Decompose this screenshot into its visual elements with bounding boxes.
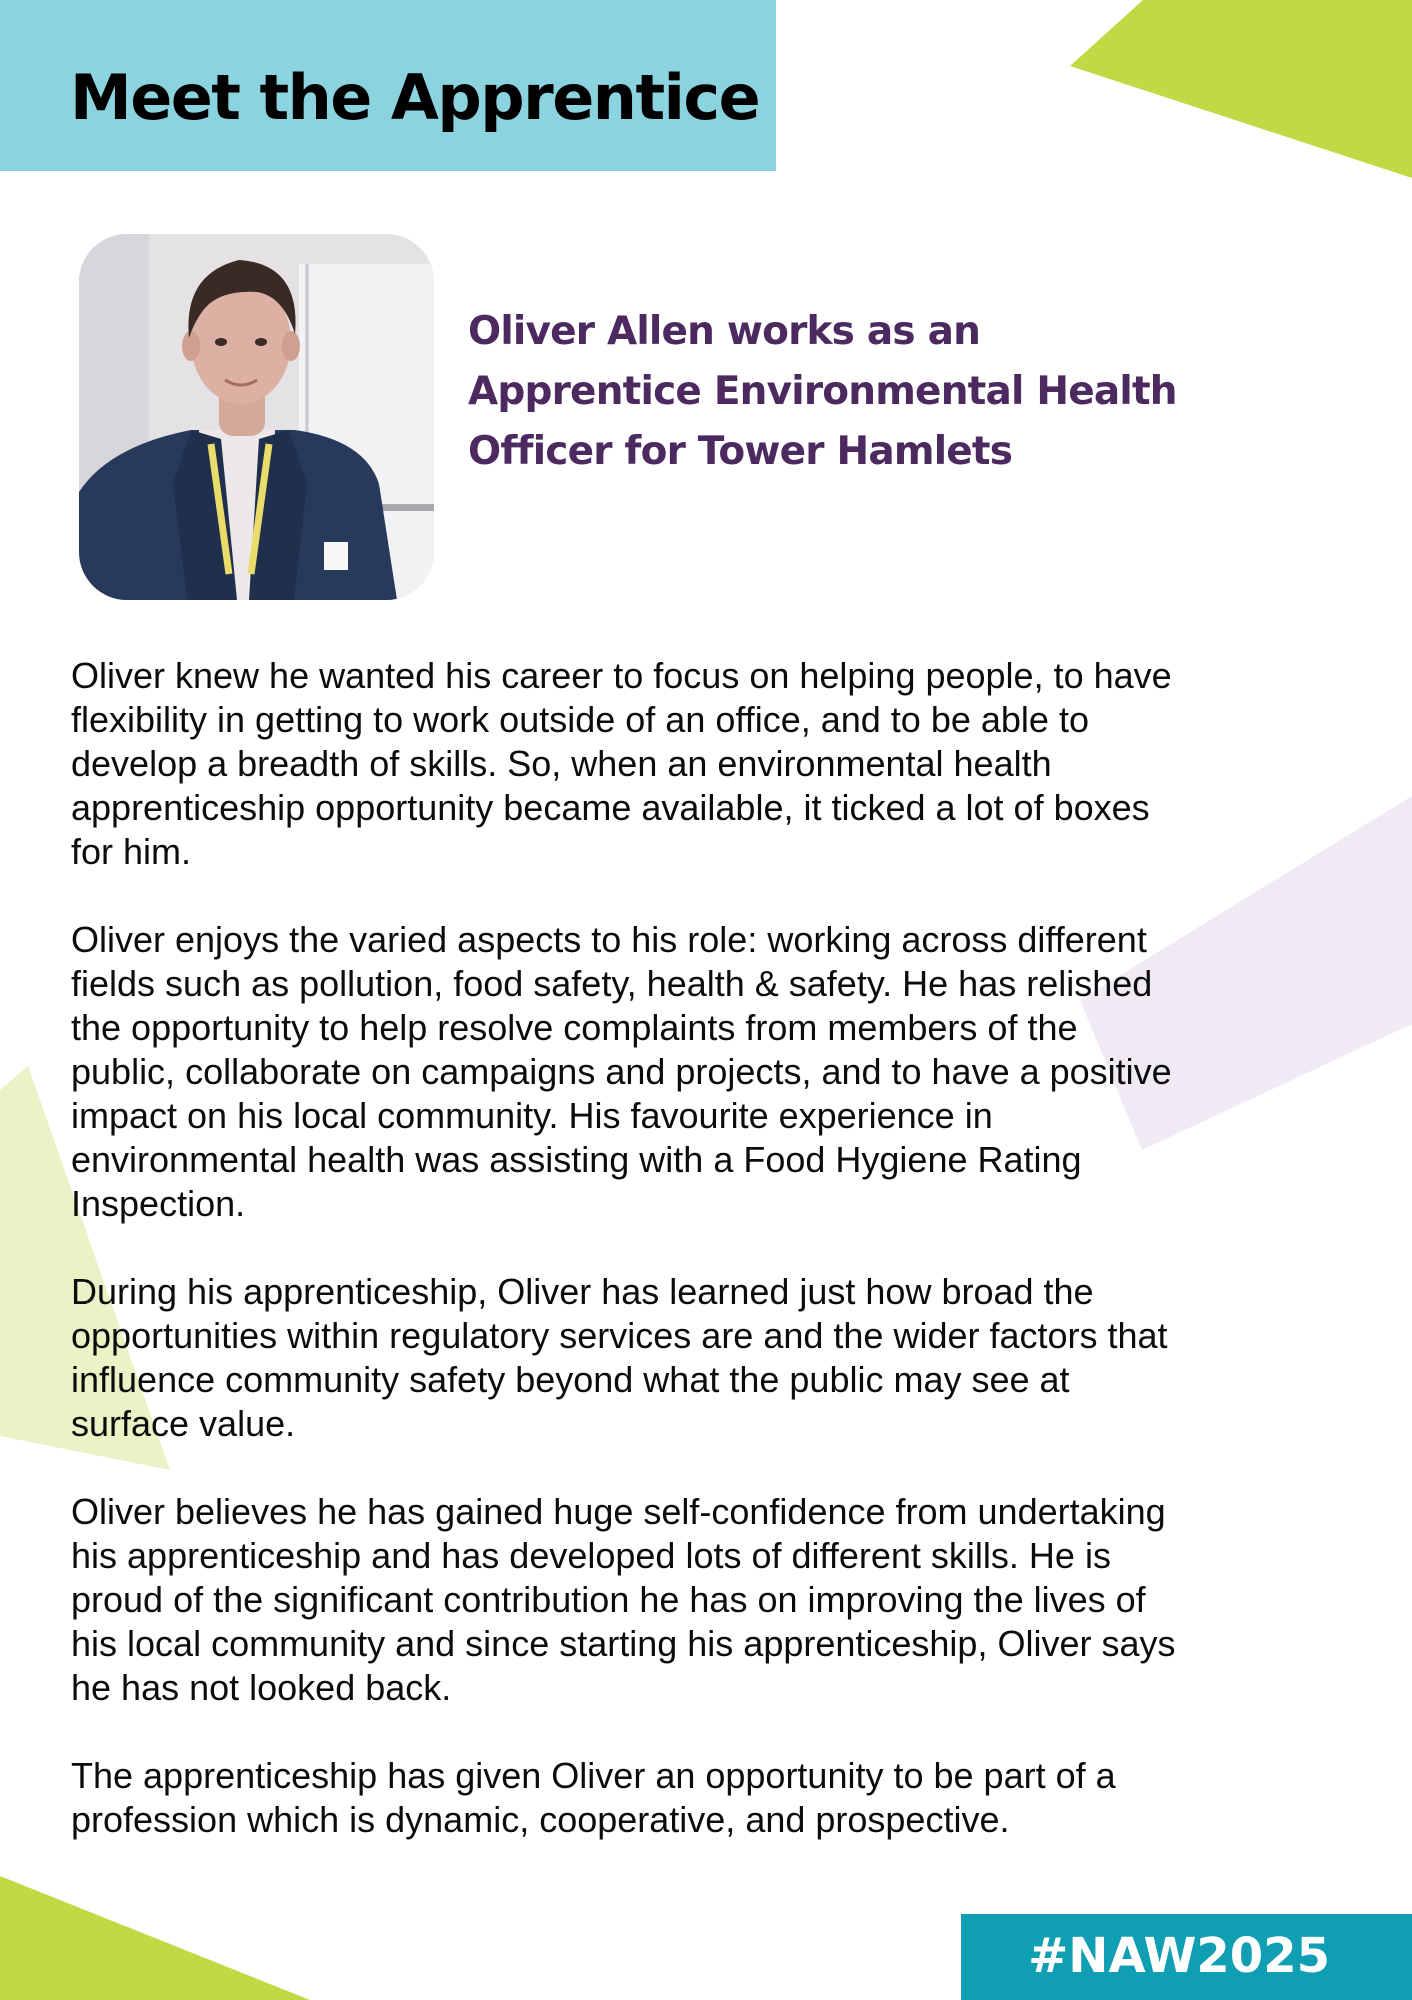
text-line: public, collaborate on campaigns and projects, and to have a positive — [71, 1051, 1172, 1092]
paragraph-confidence — [71, 1490, 1361, 1710]
intro-line: Apprentice Environmental Health — [468, 369, 1177, 414]
text-line: The apprenticeship has given Oliver an opportunity to be part of a — [71, 1755, 1116, 1796]
text-line: surface value. — [71, 1403, 296, 1444]
text-line: environmental health was assisting with a Food Hygiene Rating — [71, 1139, 1082, 1180]
text-line: fields such as pollution, food safety, health & safety. He has relished — [71, 963, 1153, 1004]
text-line: opportunities within regulatory services are and the wider factors that — [71, 1315, 1168, 1356]
text-line: impact on his local community. His favourite experience in — [71, 1095, 993, 1136]
paragraph-career-choice — [71, 654, 1361, 874]
paragraph-role-aspects — [71, 918, 1361, 1226]
text-line: proud of the significant contribution he has on improving the lives of — [71, 1579, 1146, 1620]
text-line: Oliver knew he wanted his career to focus on helping people, to have — [71, 655, 1172, 696]
hashtag-banner — [961, 1914, 1412, 2000]
text-line: his apprenticeship and has developed lots of different skills. He is — [71, 1535, 1111, 1576]
text-line: apprenticeship opportunity became available, it ticked a lot of boxes — [71, 787, 1150, 828]
text-line: Oliver enjoys the varied aspects to his role: working across different — [71, 919, 1147, 960]
text-line: influence community safety beyond what the public may see at — [71, 1359, 1070, 1400]
text-line: he has not looked back. — [71, 1667, 452, 1708]
text-line: Inspection. — [71, 1183, 246, 1224]
text-line: for him. — [71, 831, 192, 872]
paragraph-closing — [71, 1754, 1361, 1842]
text-line: the opportunity to help resolve complaints from members of the — [71, 1007, 1078, 1048]
article-body — [71, 654, 1361, 1886]
intro-line: Oliver Allen works as an — [468, 309, 981, 354]
intro-line: Officer for Tower Hamlets — [468, 429, 1013, 474]
text-line: During his apprenticeship, Oliver has learned just how broad the — [71, 1271, 1094, 1312]
text-line: flexibility in getting to work outside of an office, and to be able to — [71, 699, 1089, 740]
page-title: Meet the Apprentice — [70, 61, 760, 134]
intro-heading — [468, 302, 1348, 482]
paragraph-learning — [71, 1270, 1361, 1446]
hashtag-label: #NAW2025 — [1028, 1928, 1330, 1984]
lime-triangle-bottom-left — [0, 1876, 310, 2000]
text-line: develop a breadth of skills. So, when an environmental health — [71, 743, 1052, 784]
text-line: Oliver believes he has gained huge self-confidence from undertaking — [71, 1491, 1166, 1532]
text-line: profession which is dynamic, cooperative, and prospective. — [71, 1799, 1010, 1840]
text-line: his local community and since starting his apprenticeship, Oliver says — [71, 1623, 1176, 1664]
apprentice-photo — [79, 234, 434, 600]
lime-triangle-top-right — [1070, 0, 1412, 178]
